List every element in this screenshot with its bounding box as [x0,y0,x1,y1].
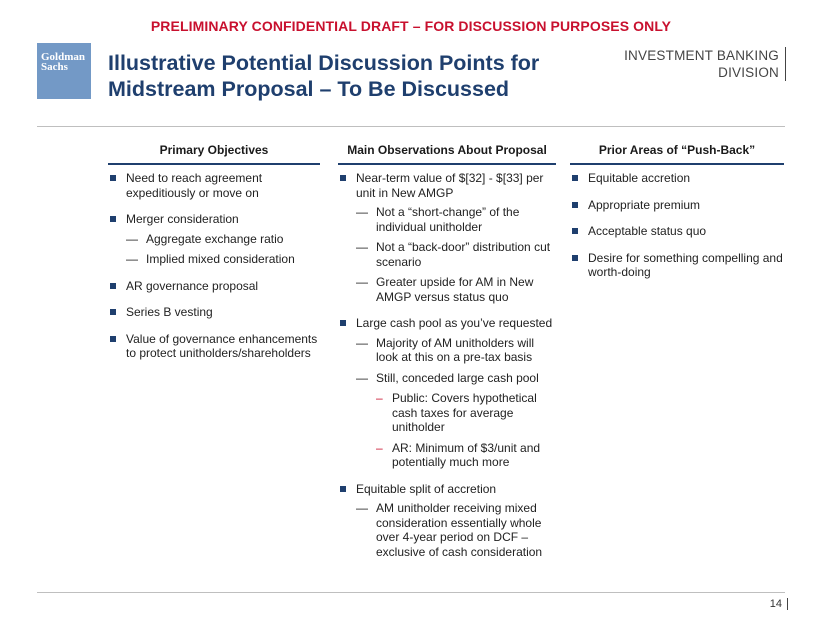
bullet-item: AR governance proposal [108,279,320,294]
bullet-item: Series B vesting [108,305,320,320]
logo-line-2: Sachs [41,61,68,73]
goldman-sachs-logo [37,43,91,99]
column-push-back [570,143,784,292]
sub-bullet-item: — AM unitholder receiving mixed consideration essentially whole over 4-year period on DCF – exclusive of cash consideration [356,501,543,559]
sub-bullet-item: — Greater upside for AM in New AMGP versus status quo [356,275,534,304]
bullet-item: Need to reach agreement expeditiously or move on [108,171,320,200]
sub-bullet-item: — Not a “back-door” distribution cut scenario [356,240,551,269]
column-primary-objectives [108,143,320,373]
confidential-banner: PRELIMINARY CONFIDENTIAL DRAFT – FOR DISCUSSION PURPOSES ONLY [150,18,672,34]
page-title: Illustrative Potential Discussion Points for Midstream Proposal – To Be Discussed [108,51,540,101]
bullet-item: Appropriate premium [570,198,784,213]
division-line-2: DIVISION [718,65,779,80]
logo-line-1: Goldman [41,51,86,63]
bullet-item: Equitable split of accretion — AM unitholder receiving mixed consideration essentially whole over 4-year period on DCF – exclusive of cash consideration [338,482,556,560]
bullet-item: Large cash pool as you’ve requested — Majority of AM unitholders will look at this on a pre-tax basis — Still, conceded large cash pool – Public: Covers hypothetical cash taxes for average unitholder – AR: Minimum of $3/unit and potentially much more [338,316,556,470]
column-heading: Main Observations About Proposal [338,143,556,165]
bullet-item: Near-term value of $[32] - $[33] per unit in New AMGP — Not a “short-change” of the individual unitholder — Not a “back-door” distribution cut scenario — Greater upside for AM in New AMGP versus status quo [338,171,556,304]
bullet-item: Merger consideration — Aggregate exchange ratio — Implied mixed consideration [108,212,320,267]
page-number: 14 [770,598,788,610]
division-label [624,47,786,81]
sub-bullet-item: — Still, conceded large cash pool [356,370,539,385]
footer-divider [37,592,785,593]
bullet-item: Desire for something compelling and worth-doing [570,251,784,280]
sub-bullet-item: — Aggregate exchange ratio [126,231,284,246]
sub-bullet-item: — Implied mixed consideration [126,252,295,266]
bullet-item: Value of governance enhancements to protect unitholders/shareholders [108,332,320,361]
sub-bullet-item: — Majority of AM unitholders will look at this on a pre-tax basis [356,335,535,364]
column-heading: Primary Objectives [108,143,320,165]
sub-sub-bullet-item: – AR: Minimum of $3/unit and potentially much more [376,440,541,469]
bullet-item: Acceptable status quo [570,224,784,239]
header-divider [37,126,785,127]
sub-sub-bullet-item: – Public: Covers hypothetical cash taxes for average unitholder [376,391,537,434]
column-heading: Prior Areas of “Push-Back” [570,143,784,165]
column-main-observations [338,143,556,571]
sub-bullet-item: — Not a “short-change” of the individual unitholder [356,205,520,234]
bullet-item: Equitable accretion [570,171,784,186]
division-line-1: INVESTMENT BANKING [624,48,779,63]
